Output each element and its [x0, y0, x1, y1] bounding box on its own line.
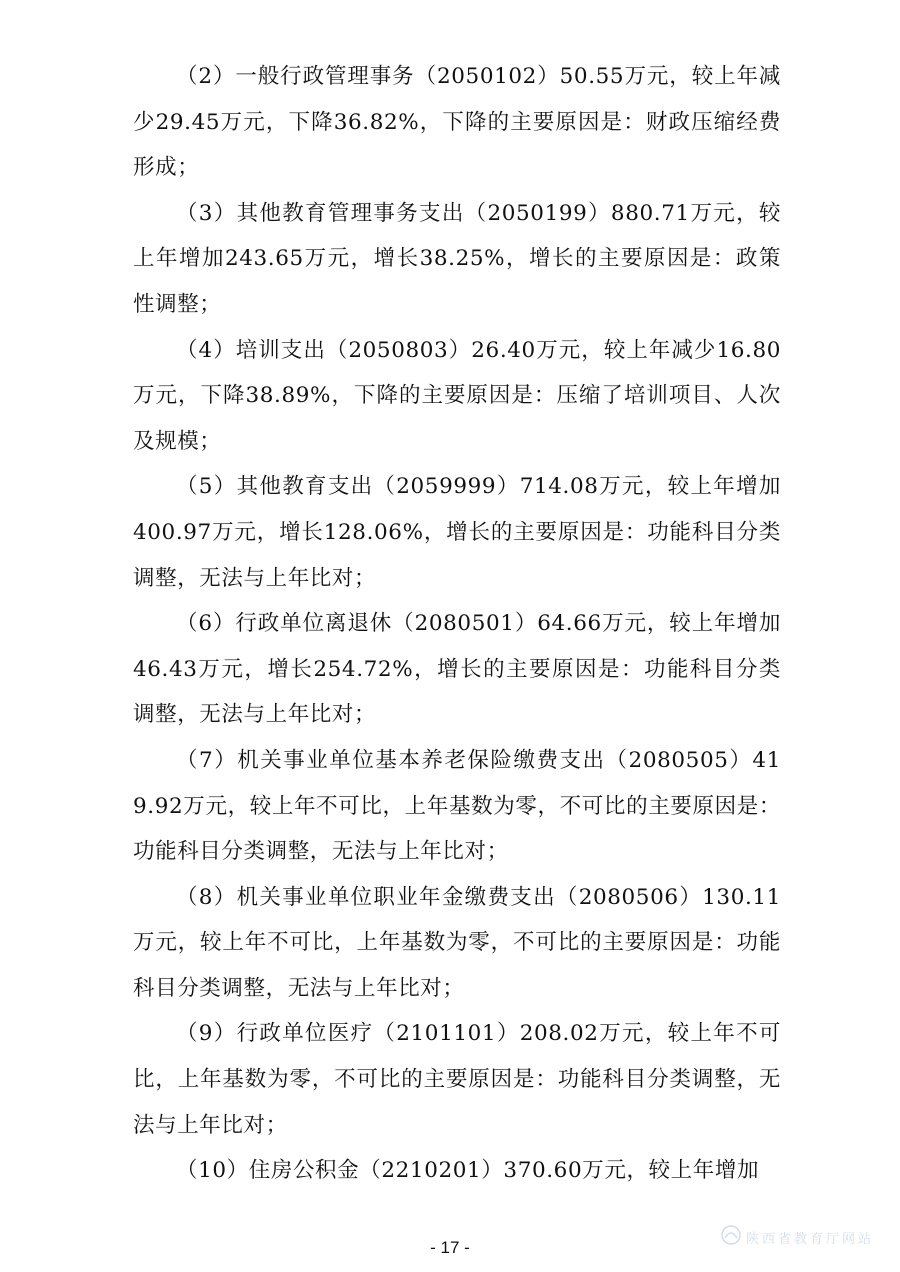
- paragraph-item-7: （7）机关事业单位基本养老保险缴费支出（2080505）419.92万元，较上年不可比，上年基数为零，不可比的主要原因是：功能科目分类调整，无法与上年比对；: [133, 747, 781, 865]
- paragraph-item-6: （6）行政单位离退休（2080501）64.66万元，较上年增加46.43万元，增长254.72%，增长的主要原因是：功能科目分类调整，无法与上年比对；: [133, 611, 781, 728]
- page-number: - 17 -: [430, 1238, 470, 1257]
- document-body: [133, 54, 781, 1194]
- paragraph-item-5: （5）其他教育支出（2059999）714.08万元，较上年增加400.97万元，增长128.06%，增长的主要原因是：功能科目分类调整，无法与上年比对；: [133, 474, 781, 591]
- watermark-text: 陕西省教育厅网站: [746, 1231, 875, 1247]
- paragraph-item-4: （4）培训支出（2050803）26.40万元，较上年减少16.80万元，下降38.89%，下降的主要原因是：压缩了培训项目、人次及规模；: [133, 337, 781, 454]
- paragraph-item-8: （8）机关事业单位职业年金缴费支出（2080506）130.11万元，较上年不可比，上年基数为零，不可比的主要原因是：功能科目分类调整，无法与上年比对；: [133, 884, 781, 1001]
- watermark: [720, 1222, 890, 1252]
- paragraph-item-2: （2）一般行政管理事务（2050102）50.55万元，较上年减少29.45万元，下降36.82%，下降的主要原因是：财政压缩经费形成；: [133, 64, 781, 181]
- paragraph-item-3: （3）其他教育管理事务支出（2050199）880.71万元，较上年增加243.65万元，增长38.25%，增长的主要原因是：政策性调整；: [133, 200, 781, 317]
- watermark-logo-icon: [720, 1224, 742, 1250]
- paragraph-item-9: （9）行政单位医疗（2101101）208.02万元，较上年不可比，上年基数为零，不可比的主要原因是：功能科目分类调整，无法与上年比对；: [133, 1021, 781, 1138]
- paragraph-item-10: （10）住房公积金（2210201）370.60万元，较上年增加: [176, 1158, 760, 1184]
